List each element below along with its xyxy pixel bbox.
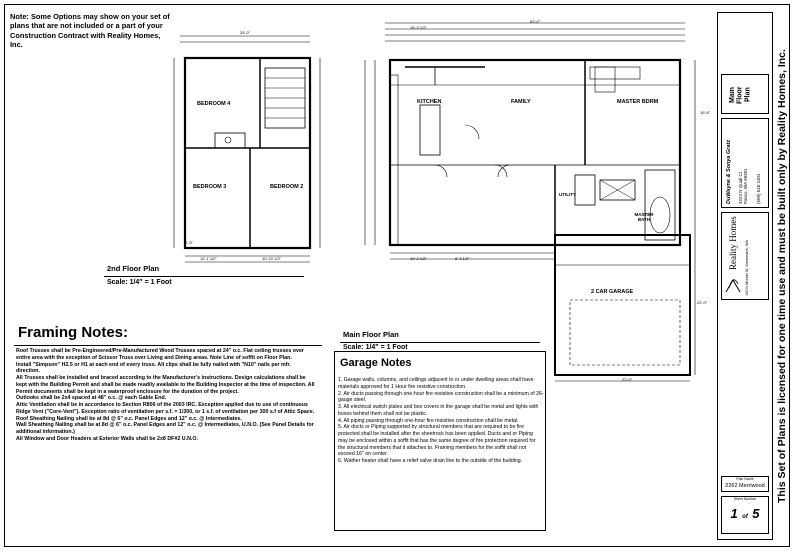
room-label-bedroom-2: BEDROOM 2 (270, 184, 304, 190)
garage-note: 2. Air ducts passing through one-hour fire resistive construction shall be a minimum of 26-gauge steel. (338, 390, 544, 404)
room-label-family: FAMILY (511, 99, 531, 105)
company-address: 100 N Morain St, Kennewick, WA (745, 240, 749, 296)
plan-name: 2262 Merriwood (725, 483, 765, 489)
framing-notes-body (16, 348, 316, 443)
main-floor-dim-left: 16'-3 1/2" (410, 25, 427, 30)
room-label-bedroom-3: BEDROOM 3 (193, 184, 227, 190)
framing-notes-rule (14, 345, 322, 346)
client-name: DuWayne & Sonya Gratz (726, 139, 732, 204)
garage-note: 6. Wather heater shall have a relief valve drain line to the outside of the building. (338, 458, 523, 464)
room-label-master-bath: MASTER BATH (634, 212, 654, 222)
room-label-garage: 2 CAR GARAGE (591, 289, 634, 295)
main-floor-dim-bottom-left: 10'-2 1/2" (410, 256, 427, 261)
framing-note: Roof Sheathing Nailing shall be at 8d @ 6" o.c. Panel Edges and 12" o.c. @ Intermediates. (16, 415, 242, 422)
second-floor-dim-small: 2'-0" (185, 240, 193, 245)
room-label-kitchen: KITCHEN (417, 99, 442, 105)
second-floor-plan-drawing (160, 28, 340, 268)
main-floor-title-rule (340, 342, 540, 343)
second-floor-dim-bottom-left: 12'-1 1/2" (200, 256, 217, 261)
client-phone: (509) 545-1101 (756, 173, 761, 204)
sheet-number-label: Sheet Number (733, 497, 757, 501)
framing-note: All Window and Door Headers at Exterior Walls shall be 2x8 DF#2 U.N.O. (16, 435, 198, 442)
second-floor-title: 2nd Floor Plan (107, 264, 160, 273)
client-address: 3224 N Quail Ct Pasco, WA 99301 (738, 168, 748, 204)
main-floor-dim-right: 19'-6" (700, 110, 711, 115)
framing-note: Attic Ventilation shall be in accordance to Section R806 of the 2003 IRC. Exception applied due to use of continuous Ridge Vent ("Core-Vent"). Exception ratio of ventilation per s.f. = 1/300, or 1 s.f. of ventilation per 300 s.f of Attic Space. (16, 402, 315, 415)
second-floor-dim-bottom-right: 10'-10 1/2" (262, 256, 282, 261)
framing-note: Roof Trusses shall be Pre-Engineered/Pre-Manufactured Wood Trusses spaced at 24" o.c. Flat ceiling trusses over entire area with the exception of Scissor Truss over Living and Dining areas. Note Line of soffit on Floor Plan. (16, 348, 304, 361)
garage-note: 5. Air ducts or Piping supported by structural members that are required to be fire protected shall be installed after the sheetrock has been applied. Ducts and or Piping may be enclosed within a soffit that has the same degree of fire protection required for the structural members that it attaches to. Framing members for the soffit shall not exceed 16" on center. (338, 424, 536, 458)
sheet-number-value: 1 (730, 506, 738, 521)
plan-name-label: Plan Name (736, 477, 754, 481)
second-floor-dim-top: 24'-0" (240, 30, 251, 35)
garage-notes-heading: Garage Notes (340, 357, 412, 369)
company-logo-text: Reality Homes (728, 216, 738, 270)
reality-homes-logo-icon (724, 272, 742, 296)
sheet-number-total: 5 (752, 506, 760, 521)
main-floor-dim-bottom-mid: 8'-3 1/2" (455, 256, 470, 261)
garage-note: 1. Garage walls, columns, and ceilings adjacent to or under dwelling areas shall have materials approved for 1 Hour fire resistive construction. (338, 377, 534, 390)
framing-note: Outlooks shall be 2x4 spaced at 48" o.c. @ each Gable End. (16, 395, 167, 402)
sheet-number-of: of (742, 514, 748, 520)
options-notice: Note: Some Options may show on your set of plans that are not included or a part of your Construction Contract with Reality Homes, Inc. (10, 12, 170, 49)
main-floor-scale: Scale: 1/4" = 1 Foot (343, 344, 408, 351)
garage-note: 4. All piping passing through one-hour fire resistive construction shall be metal. (338, 417, 519, 424)
main-floor-dim-garage: 22'-0" (622, 377, 633, 382)
main-floor-dim-garage-side: 22'-0" (697, 300, 708, 305)
garage-notes-body (338, 377, 544, 465)
second-floor-scale: Scale: 1/4" = 1 Foot (107, 279, 172, 286)
main-floor-dim-overall: 62'-0" (530, 19, 541, 24)
framing-note: Install "Simpson" H2.5 or H1 at each end of every truss. All clips shall be fully nailed with "N10" nails per mfr. direction. (16, 361, 291, 375)
room-label-utility: UTILITY (559, 192, 576, 197)
room-label-master-bedroom: MASTER BDRM (617, 99, 659, 105)
framing-note: Wall Sheathing Nailing shall be at 8d @ 6" o.c. Panel Edges and 12" o.c. @ Intermediates, U.N.O. (See Panel Details for additional information.) (16, 422, 314, 436)
second-floor-title-rule (104, 276, 304, 277)
framing-note: All Trusses shall be installed and braced according to the Manufacturer's instructions. Design calculations shall be kept with the Building Permit and shall be made readily available to the Building Inspector at the time of inspection. All Permit documents shall be kept in a waterproof enclosure for the duration of the project. (16, 375, 315, 395)
framing-notes-heading: Framing Notes: (18, 324, 129, 341)
sheet-title: Main Floor Plan (729, 86, 752, 104)
sheet-number (722, 505, 768, 523)
license-statement: This Set of Plans is licensed for one time use and must be built only by Reality Homes, Inc. (776, 49, 788, 504)
garage-note: 3. All electrical switch plates and box covers in the garage shall be metal and lights with boxes behind them shall not be plastic. (338, 404, 539, 417)
room-label-bedroom-4: BEDROOM 4 (197, 101, 231, 107)
main-floor-title: Main Floor Plan (343, 330, 399, 339)
